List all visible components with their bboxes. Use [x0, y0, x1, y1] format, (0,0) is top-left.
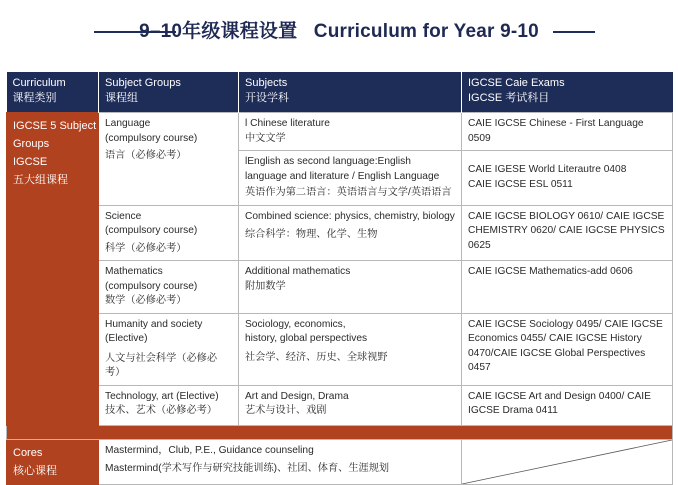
- igcse-category-line1: IGCSE 5 Subject: [13, 120, 97, 132]
- group-humanity-en: Humanity and society (Elective): [105, 318, 203, 344]
- exam-mathematics: CAIE IGCSE Mathematics-add 0606: [462, 261, 673, 314]
- group-technology-zh: 技术、艺术（必修必考）: [105, 405, 218, 416]
- page-title: 9–10年级课程设置 Curriculum for Year 9-10: [139, 21, 539, 42]
- subject-science: [239, 205, 462, 261]
- group-mathematics-en: Mathematics (compulsory course): [105, 266, 198, 292]
- subject-science-en: Combined science: physics, chemistry, biology: [245, 210, 455, 222]
- exam-english: CAIE IGESE World Literautre 0408 CAIE IGCSE ESL 0511: [462, 151, 673, 206]
- table-row: [7, 261, 673, 314]
- section-divider: [7, 425, 673, 439]
- title-right-rule: [553, 31, 595, 33]
- subject-mathematics-en: Additional mathematics: [245, 266, 351, 277]
- subject-humanity-zh: 社会学、经济、历史、全球视野: [245, 351, 388, 363]
- table-row: [7, 385, 673, 425]
- group-language-zh: 语言（必修必考）: [105, 150, 187, 161]
- subject-mathematics-zh: 附加数学: [245, 280, 286, 292]
- header-exams-en: IGCSE Caie Exams: [468, 77, 565, 89]
- header-curriculum-en: Curriculum: [12, 77, 66, 89]
- cores-content: [99, 439, 462, 484]
- subject-technology-zh: 艺术与设计、戏剧: [245, 405, 327, 416]
- cores-category-cell: [7, 439, 99, 484]
- group-language: [99, 113, 239, 206]
- group-mathematics: [99, 261, 239, 314]
- header-subject-groups: [99, 72, 239, 113]
- igcse-category-line2: Groups: [13, 138, 50, 150]
- group-technology: [99, 385, 239, 425]
- table-row: [7, 205, 673, 261]
- subject-chinese: [239, 113, 462, 151]
- igcse-category-line3: IGCSE: [13, 156, 48, 168]
- header-exams: [462, 72, 673, 113]
- subject-chinese-en: l Chinese literature: [245, 118, 330, 129]
- igcse-category-line4: 五大组课程: [13, 174, 68, 186]
- curriculum-table: [6, 72, 673, 485]
- subject-english-zh: 英语作为第二语言：英语语言与文学/英语语言: [245, 187, 452, 198]
- subject-humanity: [239, 313, 462, 385]
- cores-line-zh: Mastermind(学术写作与研究技能训练)、社团、体育、生涯规划: [105, 463, 390, 474]
- subject-technology-en: Art and Design, Drama: [245, 390, 349, 402]
- group-language-en: Language (compulsory course): [105, 118, 198, 144]
- cores-empty-cell: [462, 439, 673, 484]
- subject-english-en: lEnglish as second language:English language and literature / English Language: [245, 156, 440, 182]
- cores-label-zh: 核心课程: [13, 464, 57, 477]
- exam-science: CAIE IGCSE BIOLOGY 0610/ CAIE IGCSE CHEMISTRY 0620/ CAIE IGCSE PHYSICS 0625: [462, 205, 673, 261]
- group-humanity: [99, 313, 239, 385]
- subject-technology: [239, 385, 462, 425]
- subject-mathematics: [239, 261, 462, 314]
- header-subjects-zh: 开设学科: [245, 92, 289, 104]
- subject-humanity-en: Sociology, economics, history, global perspectives: [245, 318, 368, 344]
- group-humanity-zh: 人文与社会科学（必修必考）: [105, 352, 218, 378]
- exam-humanity: CAIE IGCSE Sociology 0495/ CAIE IGCSE Economics 0455/ CAIE IGCSE History 0470/CAIE IGCSE Global Perspectives 0457: [462, 313, 673, 385]
- subject-chinese-zh: 中文文学: [245, 132, 286, 144]
- cores-line-en: Mastermind，Club, P.E., Guidance counseling: [105, 444, 314, 456]
- group-technology-en: Technology, art (Elective): [105, 390, 219, 402]
- table-header-row: [7, 72, 673, 113]
- group-mathematics-zh: 数学（必修必考）: [105, 295, 187, 306]
- group-science: [99, 205, 239, 261]
- header-subjects-en: Subjects: [245, 77, 288, 89]
- table-row: [7, 439, 673, 484]
- diagonal-strike: [462, 440, 672, 484]
- header-exams-zh: IGCSE 考试科目: [468, 92, 550, 104]
- title-banner: [0, 0, 678, 62]
- header-curriculum-zh: 课程类别: [12, 92, 57, 104]
- subject-science-zh: 综合科学：物理、化学、生物: [245, 229, 378, 240]
- header-subjects: [239, 72, 462, 113]
- section-divider-bar: [7, 425, 673, 439]
- header-subject-groups-en: Subject Groups: [105, 77, 181, 89]
- exam-chinese: CAIE IGCSE Chinese - First Language 0509: [462, 113, 673, 151]
- exam-technology: CAIE IGCSE Art and Design 0400/ CAIE IGCSE Drama 0411: [462, 385, 673, 425]
- cores-label-en: Cores: [13, 446, 43, 459]
- header-subject-groups-zh: 课程组: [105, 92, 138, 104]
- group-science-en: Science (compulsory course): [105, 210, 198, 236]
- igcse-category-cell: [7, 113, 99, 426]
- subject-english: [239, 151, 462, 206]
- table-row: [7, 313, 673, 385]
- header-curriculum: [7, 72, 99, 113]
- group-science-zh: 科学（必修必考）: [105, 242, 187, 254]
- table-row: [7, 113, 673, 151]
